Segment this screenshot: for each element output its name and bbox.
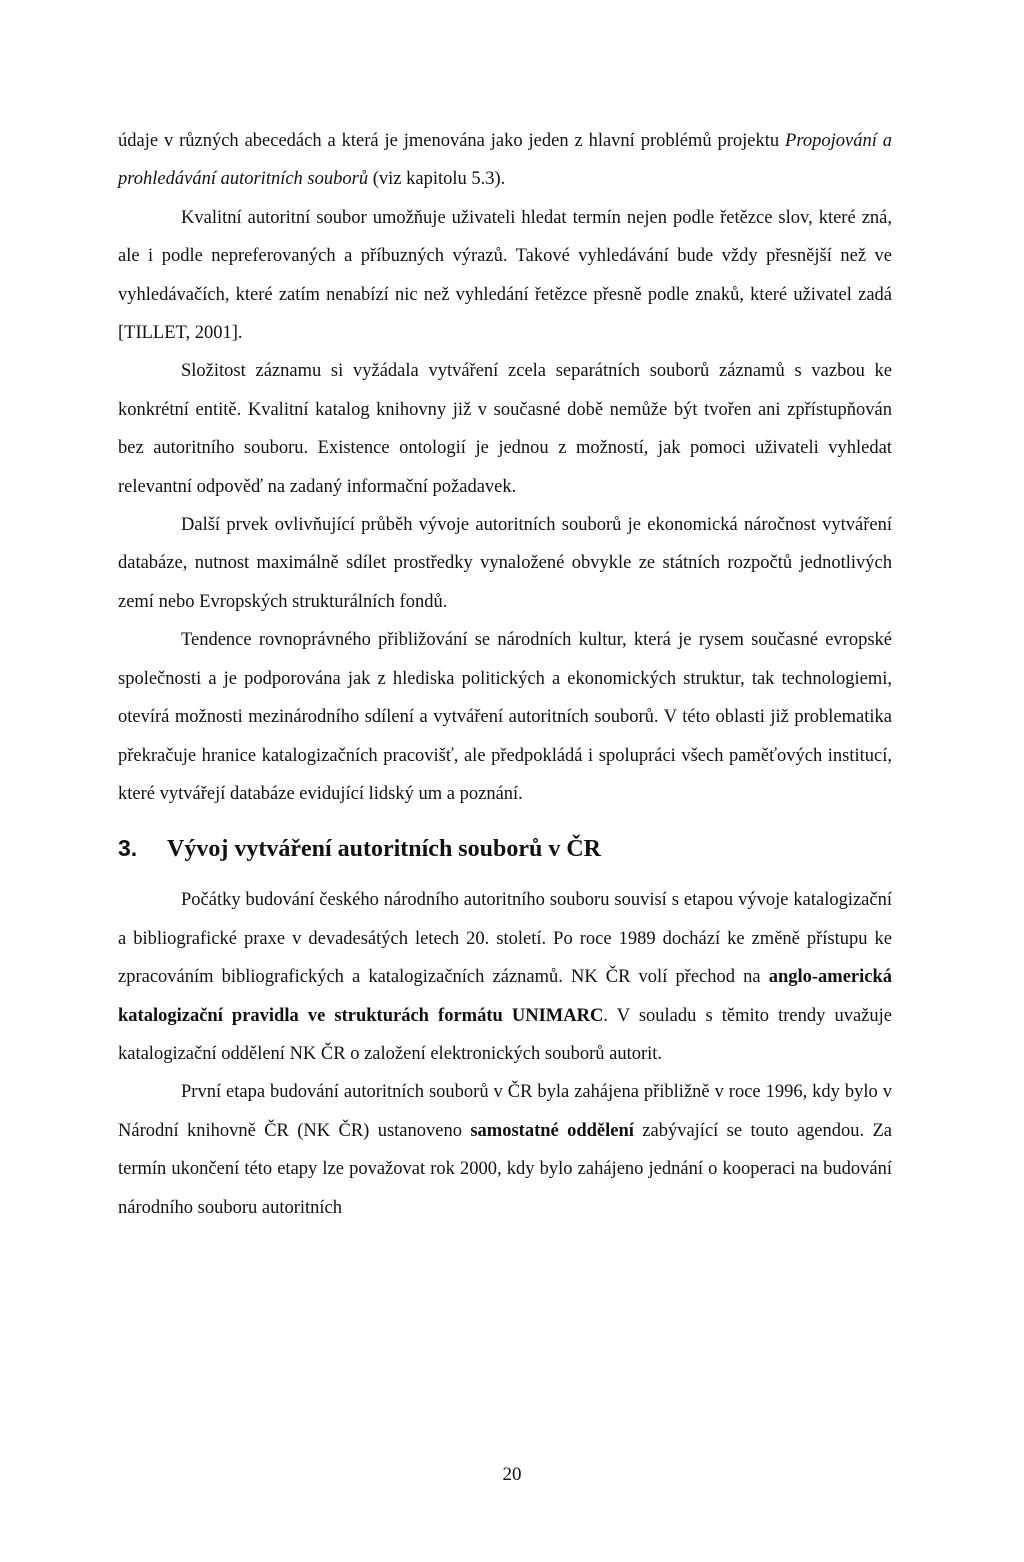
section-number: 3.	[118, 835, 138, 862]
paragraph-p7	[118, 1073, 892, 1227]
text-section-before	[118, 122, 892, 813]
text-run: Tendence rovnoprávného přibližování se národních kultur, která je rysem současné evropské společnosti a je podporována jak z hlediska politických a ekonomických struktur, tak technologiemi, otevírá možnosti mezinárodního sdílení a vytváření autoritních souborů. V této oblasti již problematika překračuje hranice katalogizačních pracovišť, ale předpokládá i spolupráci všech paměťových institucí, které vytvářejí databáze evidující lidský um a poznání.	[118, 630, 892, 804]
paragraph-p1	[118, 122, 892, 199]
text-run: Kvalitní autoritní soubor umožňuje uživateli hledat termín nejen podle řetězce slov, které zná, ale i podle nepreferovaných a příbuzných výrazů. Takové vyhledávání bude vždy přesnější než ve vyhledávačích, které zatím nenabízí nic než vyhledání řetězce přesně podle znaků, které uživatel zadá [TILLET, 2001].	[118, 207, 892, 344]
section-heading	[118, 835, 892, 863]
italic-text: Propojování a prohledávání autoritních souborů	[118, 131, 892, 190]
text-run: Další prvek ovlivňující průběh vývoje autoritních souborů je ekonomická náročnost vytváření databáze, nutnost maximálně sdílet prostředky vynaložené obvykle ze státních rozpočtů jednotlivých zemí nebo Evropských strukturálních fondů.	[118, 515, 892, 612]
document-body	[118, 122, 892, 1227]
text-run: První etapa budování autoritních souborů v ČR byla zahájena přibližně v roce 1996, kdy bylo v Národní knihovně ČR (NK ČR) ustanoveno	[118, 1082, 892, 1141]
paragraph-p2	[118, 199, 892, 353]
section-title: Vývoj vytváření autoritních souborů v ČR	[167, 836, 602, 863]
text-run: Složitost záznamu si vyžádala vytváření zcela separátních souborů záznamů s vazbou ke konkrétní entitě. Kvalitní katalog knihovny již v současné době nemůže být tvořen ani zpřístupňován bez autoritního souboru. Existence ontologií je jednou z možností, jak pomoci uživateli vyhledat relevantní odpověď na zadaný informační požadavek.	[118, 361, 892, 497]
text-section-after	[118, 881, 892, 1227]
text-run: . V souladu s těmito trendy uvažuje katalogizační oddělení NK ČR o založení elektronických souborů autorit.	[118, 1005, 892, 1064]
text-run: zabývající se touto agendou. Za termín ukončení této etapy lze považovat rok 2000, kdy bylo zahájeno jednání o kooperaci na budování národního souboru autoritních	[118, 1120, 893, 1218]
paragraph-p4	[118, 506, 892, 621]
paragraph-p5	[118, 621, 892, 813]
page-number: 20	[502, 1464, 522, 1485]
text-run: Počátky budování českého národního autoritního souboru souvisí s etapou vývoje katalogizační a bibliografické praxe v devadesátých letech 20. století. Po roce 1989 dochází ke změně přístupu ke zpracováním bibliografických a katalogizačních záznamů. NK ČR volí přechod na	[118, 890, 892, 988]
bold-text: samostatné oddělení	[470, 1120, 634, 1141]
text-run: (viz kapitolu 5.3).	[368, 169, 506, 190]
paragraph-p3	[118, 352, 892, 506]
bold-text: anglo-americká katalogizační pravidla ve strukturách formátu UNIMARC	[118, 967, 892, 1026]
text-run: údaje v různých abecedách a která je jmenována jako jeden z hlavní problémů projektu	[118, 131, 786, 151]
paragraph-p6	[118, 881, 892, 1073]
